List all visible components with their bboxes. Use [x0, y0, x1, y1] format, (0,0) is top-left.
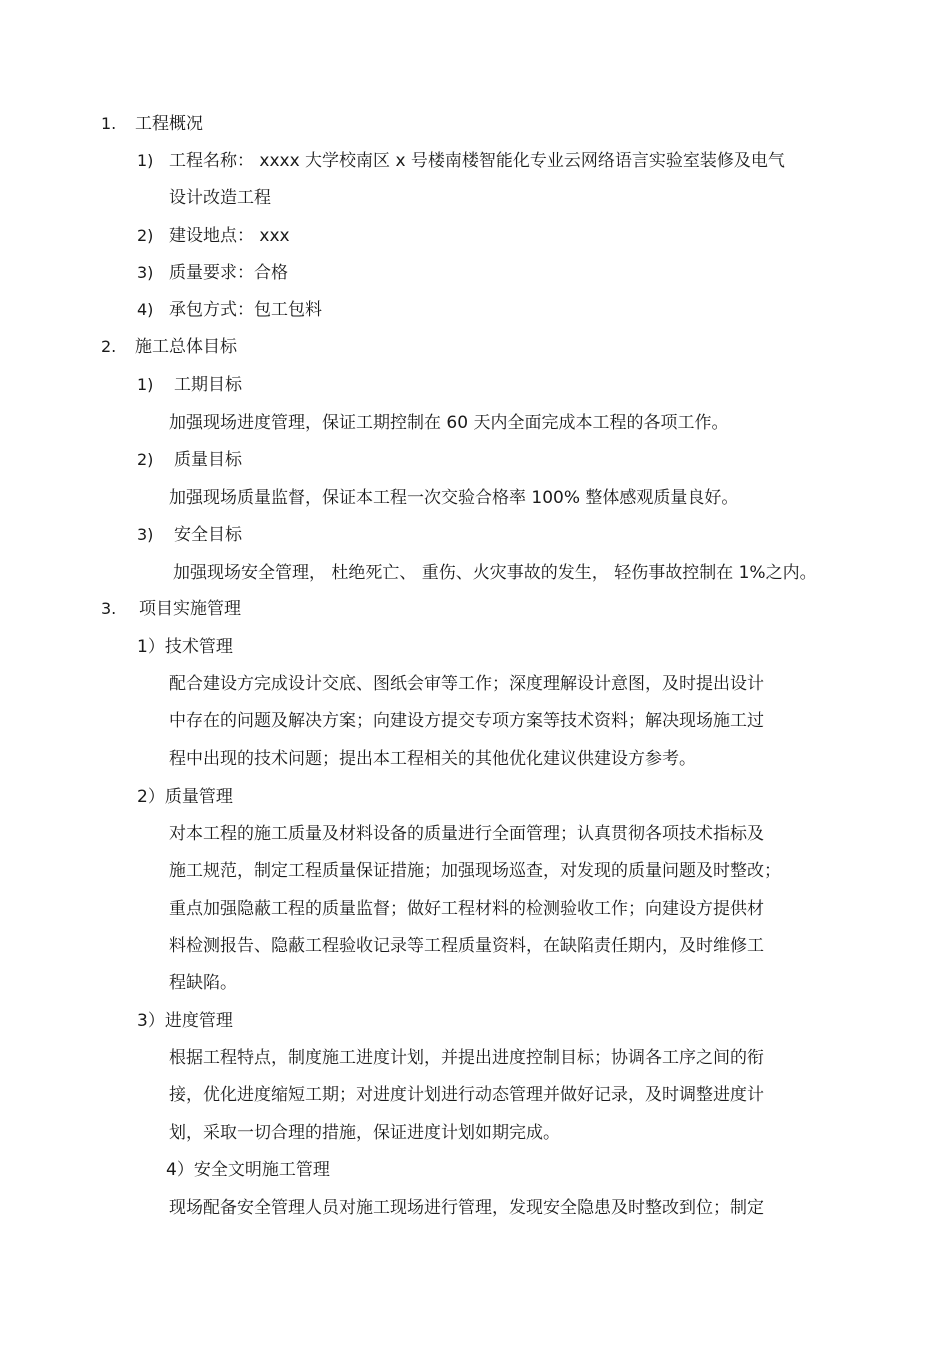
section-1-title: 工程概况: [135, 114, 203, 134]
s1-item-3-number: 3): [137, 263, 154, 282]
s3-item-2-line-4: 料检测报告、隐蔽工程验收记录等工程质量资料，在缺陷责任期内，及时维修工: [169, 936, 764, 956]
section-3-number: 3.: [101, 599, 117, 618]
section-1-number: 1.: [101, 114, 117, 133]
s3-item-2-line-1: 对本工程的施工质量及材料设备的质量进行全面管理；认真贯彻各项技术指标及: [169, 824, 764, 844]
s2-item-1-number: 1): [137, 375, 154, 394]
s3-item-1-line-2: 中存在的问题及解决方案；向建设方提交专项方案等技术资料；解决现场施工过: [169, 711, 764, 731]
s1-item-1-line-1: 工程名称： xxxx 大学校南区 x 号楼南楼智能化专业云网络语言实验室装修及电气: [169, 151, 785, 171]
s3-item-4-label: 4）安全文明施工管理: [166, 1160, 330, 1180]
s3-item-3-label: 3）进度管理: [137, 1011, 233, 1031]
s2-item-3-line-1: 加强现场安全管理， 杜绝死亡、 重伤、火灾事故的发生， 轻伤事故控制在 1%之内。: [173, 563, 817, 583]
s3-item-1-label: 1）技术管理: [137, 637, 233, 657]
s3-item-3-line-1: 根据工程特点，制度施工进度计划，并提出进度控制目标；协调各工序之间的衔: [169, 1048, 764, 1068]
s2-item-3-number: 3): [137, 525, 154, 544]
section-3-title: 项目实施管理: [139, 599, 241, 619]
s1-item-1-number: 1): [137, 151, 154, 170]
s1-item-1-line-2: 设计改造工程: [169, 188, 271, 208]
s3-item-4-line-1: 现场配备安全管理人员对施工现场进行管理，发现安全隐患及时整改到位；制定: [169, 1198, 764, 1218]
s3-item-3-line-3: 划，采取一切合理的措施，保证进度计划如期完成。: [169, 1123, 560, 1143]
s2-item-1-line-1: 加强现场进度管理，保证工期控制在 60 天内全面完成本工程的各项工作。: [169, 413, 729, 433]
s3-item-1-line-1: 配合建设方完成设计交底、图纸会审等工作；深度理解设计意图，及时提出设计: [169, 674, 764, 694]
section-2-title: 施工总体目标: [135, 337, 237, 357]
s3-item-2-label: 2）质量管理: [137, 787, 233, 807]
s2-item-2-number: 2): [137, 450, 154, 469]
s3-item-2-line-3: 重点加强隐蔽工程的质量监督；做好工程材料的检测验收工作；向建设方提供材: [169, 899, 764, 919]
s2-item-1-label: 工期目标: [174, 375, 242, 395]
s3-item-2-line-5: 程缺陷。: [169, 973, 237, 993]
s3-item-3-line-2: 接，优化进度缩短工期；对进度计划进行动态管理并做好记录，及时调整进度计: [169, 1085, 764, 1105]
s2-item-2-label: 质量目标: [174, 450, 242, 470]
s2-item-2-line-1: 加强现场质量监督，保证本工程一次交验合格率 100% 整体感观质量良好。: [169, 488, 739, 508]
s3-item-2-line-2: 施工规范，制定工程质量保证措施；加强现场巡查，对发现的质量问题及时整改；: [169, 861, 781, 881]
section-2-number: 2.: [101, 337, 117, 356]
s1-item-2-number: 2): [137, 226, 154, 245]
s1-item-2-line-1: 建设地点： xxx: [169, 226, 290, 246]
s2-item-3-label: 安全目标: [174, 525, 242, 545]
s1-item-3-line-1: 质量要求：合格: [169, 263, 288, 283]
s1-item-4-line-1: 承包方式：包工包料: [169, 300, 322, 320]
s3-item-1-line-3: 程中出现的技术问题；提出本工程相关的其他优化建议供建设方参考。: [169, 749, 696, 769]
s1-item-4-number: 4): [137, 300, 154, 319]
